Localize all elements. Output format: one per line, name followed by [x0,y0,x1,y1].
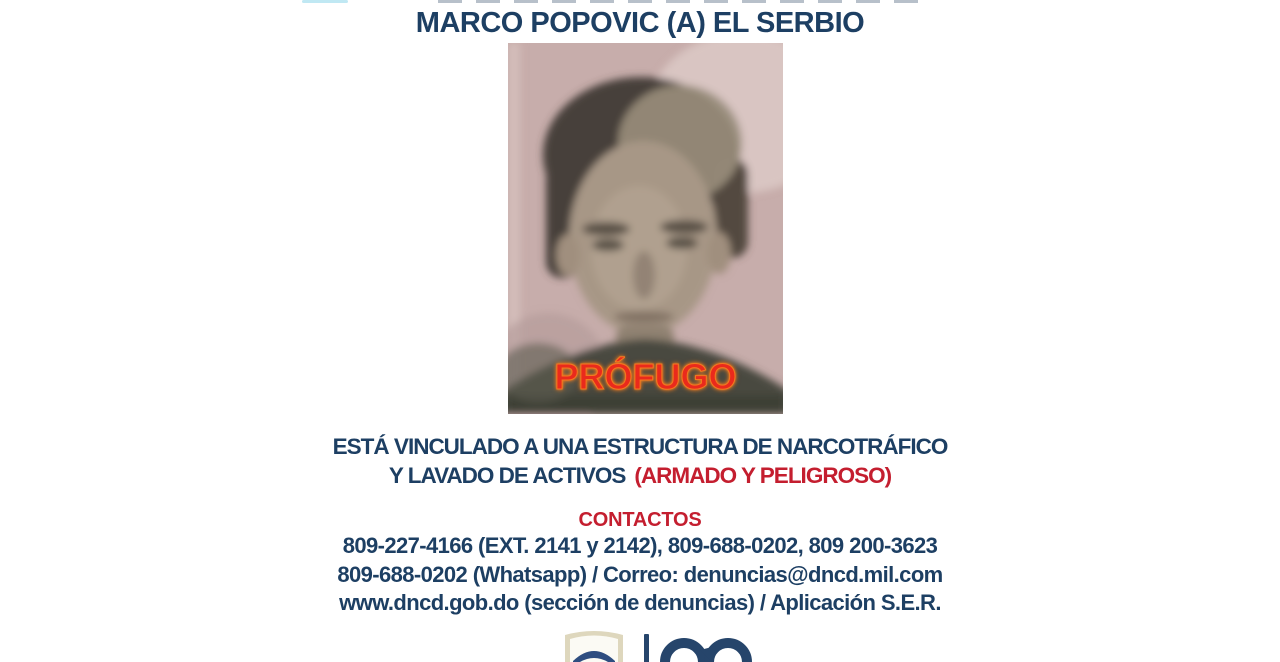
footer-divider [644,634,649,662]
contact-phones: 809-227-4166 (EXT. 2141 y 2142), 809-688-0202, 809 200-3623 [342,533,938,558]
infinity-logo-icon [656,636,760,662]
fugitive-name-title: MARCO POPOVIC (A) EL SERBIO [415,7,865,39]
contact-whatsapp-email: 809-688-0202 (Whatsapp) / Correo: denuncias@dncd.mil.com [337,562,943,587]
fugitive-status-label: PRÓFUGO [554,356,737,397]
statement-line-2 [0,463,1280,489]
dncd-crest-icon [561,629,627,662]
top-cropped-smudge [302,0,348,3]
top-cropped-text-strip [438,0,920,3]
statement-line-2-navy: Y LAVADO DE ACTIVOS [388,463,626,488]
contact-web: www.dncd.gob.do (sección de denuncias) / Aplicación S.E.R. [339,590,941,615]
statement-line-1: ESTÁ VINCULADO A UNA ESTRUCTURA DE NARCOTRÁFICO [332,434,948,459]
statement-line-2-warning: (ARMADO Y PELIGROSO) [634,463,892,488]
contacts-heading: CONTACTOS [578,509,702,531]
